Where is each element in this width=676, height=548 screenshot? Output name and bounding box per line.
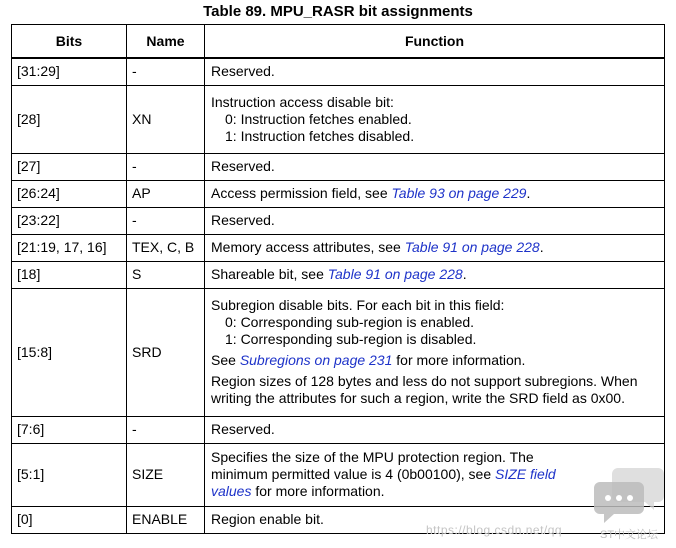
bits-cell: [23:22] bbox=[12, 207, 127, 234]
function-option: 0: Corresponding sub-region is enabled. bbox=[225, 314, 475, 330]
function-text bbox=[211, 352, 658, 369]
function-text: See bbox=[211, 352, 240, 368]
table-row bbox=[12, 180, 665, 207]
name-cell: SRD bbox=[127, 288, 205, 416]
table-row bbox=[12, 261, 665, 288]
name-cell: - bbox=[127, 207, 205, 234]
function-cell bbox=[205, 261, 665, 288]
function-text: Specifies the size of the MPU protection region. The minimum permitted value is 4 (0b00100), see bbox=[211, 449, 534, 482]
function-cell bbox=[205, 234, 665, 261]
bits-cell: [0] bbox=[12, 506, 127, 533]
table-row bbox=[12, 443, 665, 506]
function-text: Region sizes of 128 bytes and less do not support subregions. When writing the attributes for such a region, write the SRD field as 0x00. bbox=[211, 373, 638, 406]
header-row bbox=[12, 25, 665, 59]
table-row bbox=[12, 58, 665, 85]
function-cell bbox=[205, 288, 665, 416]
table-row bbox=[12, 207, 665, 234]
function-cell bbox=[205, 180, 665, 207]
table-row bbox=[12, 234, 665, 261]
name-cell: ENABLE bbox=[127, 506, 205, 533]
function-cell: Reserved. bbox=[205, 207, 665, 234]
function-cell: Reserved. bbox=[205, 58, 665, 85]
name-cell: TEX, C, B bbox=[127, 234, 205, 261]
function-text: Subregion disable bits. For each bit in this field: bbox=[211, 297, 505, 313]
name-cell: AP bbox=[127, 180, 205, 207]
function-text: for more information. bbox=[251, 483, 385, 499]
table-row bbox=[12, 153, 665, 180]
function-text: Shareable bit, see bbox=[211, 266, 328, 282]
table-link[interactable]: Table 91 on page 228 bbox=[327, 266, 463, 282]
function-cell bbox=[205, 85, 665, 153]
function-column-header: Function bbox=[205, 25, 665, 59]
section-link[interactable]: Subregions on page 231 bbox=[239, 352, 393, 368]
table-row bbox=[12, 288, 665, 416]
function-cell: Reserved. bbox=[205, 153, 665, 180]
function-text: Memory access attributes, see bbox=[211, 239, 405, 255]
name-column-header: Name bbox=[127, 25, 205, 59]
function-text: Access permission field, see bbox=[211, 185, 392, 201]
name-cell: XN bbox=[127, 85, 205, 153]
bits-cell: [15:8] bbox=[12, 288, 127, 416]
name-cell: - bbox=[127, 416, 205, 443]
section-link[interactable]: SIZE field values bbox=[211, 466, 556, 499]
bits-cell: [21:19, 17, 16] bbox=[12, 234, 127, 261]
bits-cell: [31:29] bbox=[12, 58, 127, 85]
chat-bubbles-icon bbox=[594, 464, 666, 526]
name-cell: S bbox=[127, 261, 205, 288]
function-text: for more information. bbox=[392, 352, 526, 368]
table-link[interactable]: Table 93 on page 229 bbox=[391, 185, 527, 201]
bits-column-header: Bits bbox=[12, 25, 127, 59]
name-cell: - bbox=[127, 58, 205, 85]
function-option: 1: Corresponding sub-region is disabled. bbox=[225, 331, 477, 347]
bits-cell: [18] bbox=[12, 261, 127, 288]
function-option: 0: Instruction fetches enabled. bbox=[225, 110, 412, 127]
function-option: 1: Instruction fetches disabled. bbox=[225, 127, 415, 144]
watermark-forum: ST中文论坛 bbox=[600, 529, 659, 541]
function-cell: Region enable bit. bbox=[205, 506, 665, 533]
function-text: . bbox=[539, 239, 544, 255]
table-title: Table 89. MPU_RASR bit assignments bbox=[203, 3, 473, 20]
table-row bbox=[12, 506, 665, 533]
bits-cell: [5:1] bbox=[12, 443, 127, 506]
function-text: Instruction access disable bit: bbox=[211, 93, 394, 110]
bit-assignment-table bbox=[11, 24, 665, 534]
watermark-url: https://blog.csdn.net/qq bbox=[426, 523, 563, 537]
name-cell: SIZE bbox=[127, 443, 205, 506]
table-row bbox=[12, 85, 665, 153]
function-text: . bbox=[462, 266, 467, 282]
bits-cell: [28] bbox=[12, 85, 127, 153]
table-row bbox=[12, 416, 665, 443]
bits-cell: [27] bbox=[12, 153, 127, 180]
bits-cell: [26:24] bbox=[12, 180, 127, 207]
function-cell: Reserved. bbox=[205, 416, 665, 443]
function-text: . bbox=[526, 185, 531, 201]
name-cell: - bbox=[127, 153, 205, 180]
bits-cell: [7:6] bbox=[12, 416, 127, 443]
table-link[interactable]: Table 91 on page 228 bbox=[404, 239, 540, 255]
